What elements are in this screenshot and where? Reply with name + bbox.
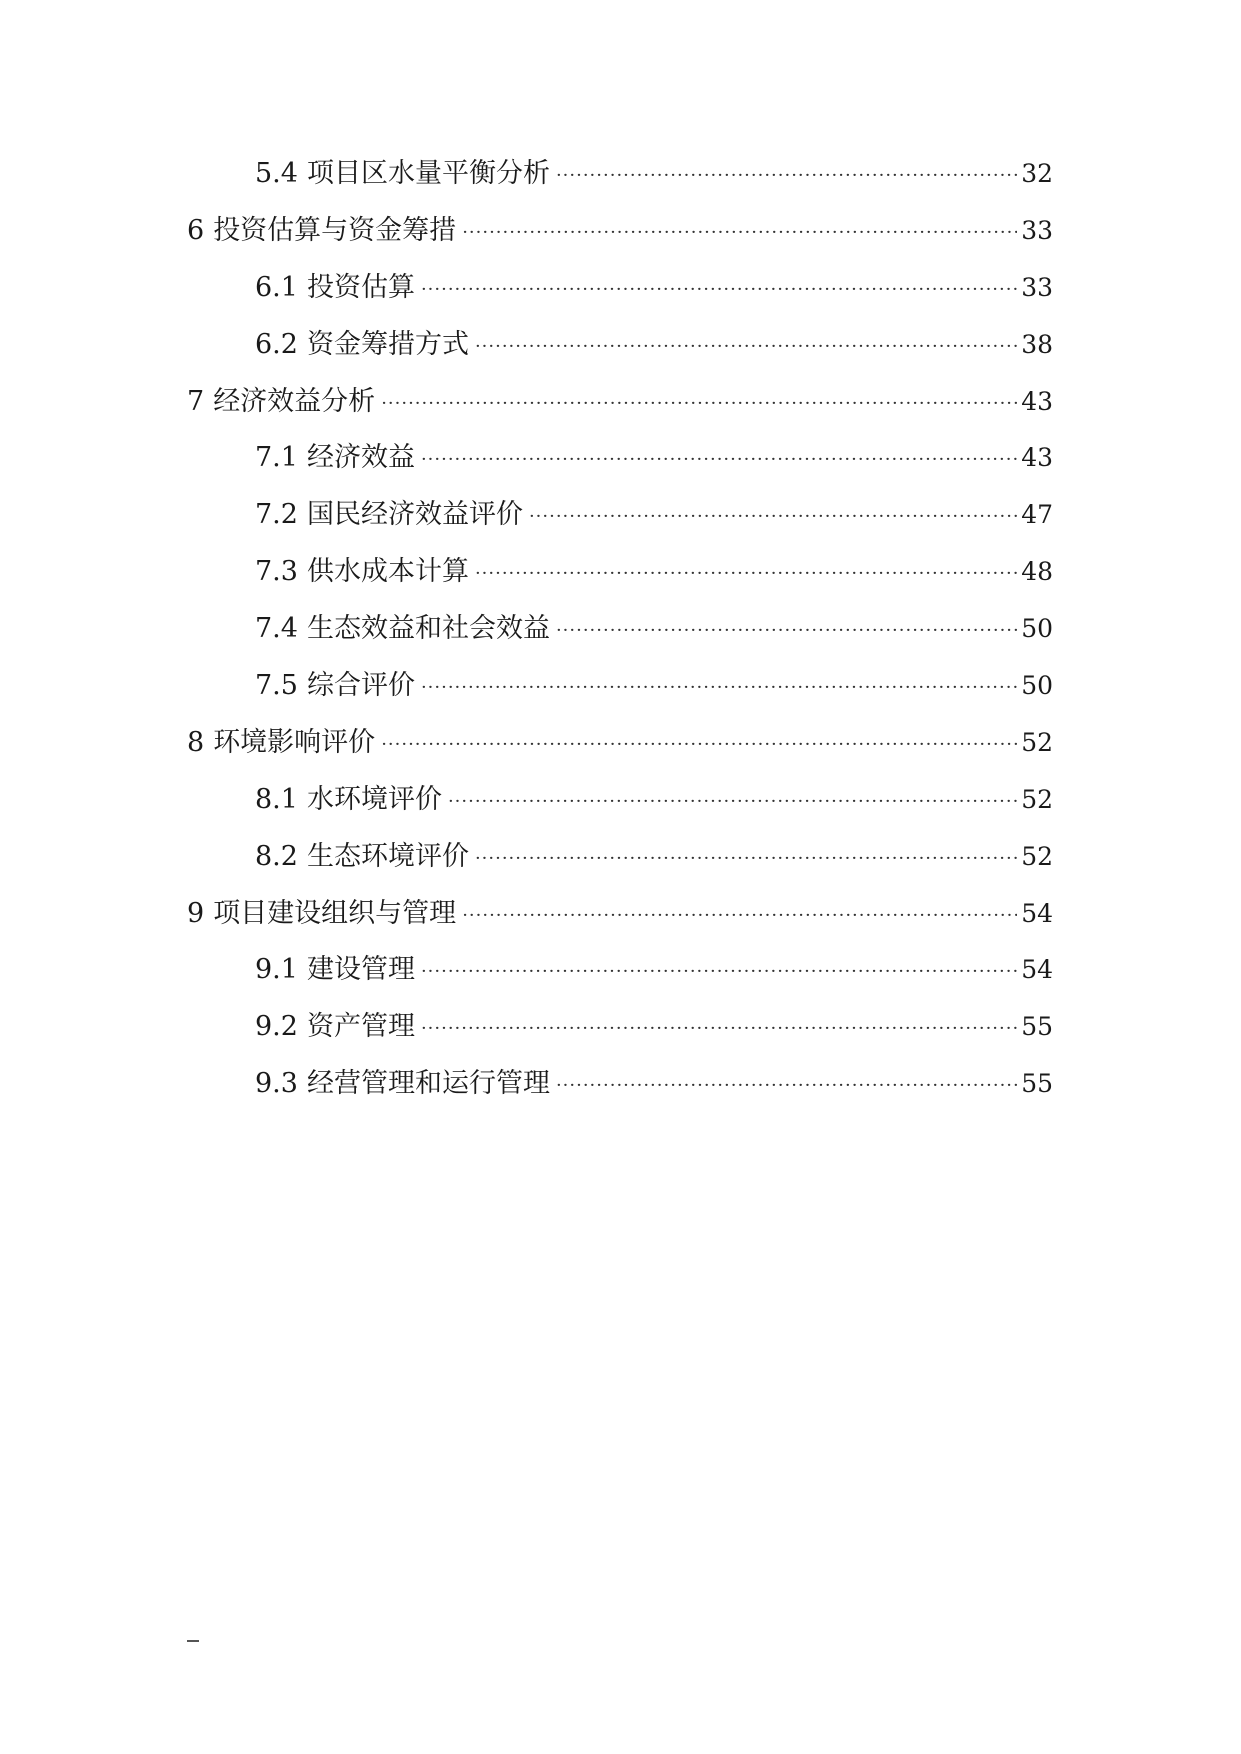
toc-entry-title: 资金筹措方式 xyxy=(306,328,469,360)
toc-entry-title: 经营管理和运行管理 xyxy=(306,1068,550,1100)
toc-entry-label xyxy=(255,260,421,317)
toc-entry-label xyxy=(255,829,475,886)
toc-entry-page: 55 xyxy=(1021,1069,1053,1099)
toc-entry-number: 7 xyxy=(187,385,205,417)
toc-entry-number: 6.2 xyxy=(255,328,298,360)
toc-entry-page: 52 xyxy=(1021,784,1053,814)
toc-entry-label xyxy=(255,772,448,829)
toc-entry-number: 9 xyxy=(187,897,205,929)
toc-entry-9[interactable] xyxy=(187,886,1053,943)
toc-entry-page: 47 xyxy=(1021,500,1053,530)
toc-entry-8-1[interactable] xyxy=(187,772,1053,829)
toc-entry-6-1[interactable] xyxy=(187,260,1053,317)
toc-entry-title: 项目区水量平衡分析 xyxy=(306,158,550,189)
toc-dot-leader xyxy=(556,603,1017,660)
toc-entry-number: 6 xyxy=(187,214,205,246)
toc-entry-title: 经济效益分析 xyxy=(213,385,376,417)
toc-entry-number: 5.4 xyxy=(255,158,298,189)
toc-entry-title: 投资估算与资金筹措 xyxy=(213,214,457,246)
toc-entry-label xyxy=(187,203,462,260)
toc-dot-leader xyxy=(381,717,1017,774)
toc-entry-title: 资产管理 xyxy=(306,1011,415,1043)
toc-entry-label xyxy=(187,886,462,943)
toc-entry-title: 经济效益 xyxy=(306,442,415,474)
toc-entry-label xyxy=(255,999,421,1056)
toc-entry-page: 55 xyxy=(1021,1012,1053,1042)
toc-dot-leader xyxy=(421,660,1017,717)
toc-entry-number: 7.3 xyxy=(255,556,298,588)
toc-dot-leader xyxy=(475,546,1017,603)
toc-entry-number: 7.4 xyxy=(255,613,298,645)
toc-entry-7[interactable] xyxy=(187,374,1053,431)
toc-entry-title: 水环境评价 xyxy=(306,783,442,815)
toc-dot-leader xyxy=(448,774,1017,831)
toc-entry-number: 6.1 xyxy=(255,271,298,303)
toc-dot-leader xyxy=(462,205,1017,262)
toc-entry-number: 8 xyxy=(187,726,205,758)
toc-entry-page: 43 xyxy=(1021,386,1053,416)
toc-dot-leader xyxy=(381,376,1017,433)
toc-dot-leader xyxy=(421,262,1017,319)
toc-entry-number: 7.2 xyxy=(255,499,298,531)
toc-entry-number: 7.5 xyxy=(255,670,298,702)
toc-entry-page: 32 xyxy=(1021,159,1053,188)
toc-entry-label xyxy=(187,374,381,431)
toc-entry-page: 54 xyxy=(1021,955,1053,985)
footer-dash-mark xyxy=(187,1640,199,1642)
toc-entry-title: 环境影响评价 xyxy=(213,726,376,758)
toc-dot-leader xyxy=(556,148,1017,205)
toc-entry-page: 33 xyxy=(1021,215,1053,245)
toc-entry-label xyxy=(255,1056,556,1113)
toc-entry-number: 9.1 xyxy=(255,954,298,986)
table-of-contents xyxy=(187,146,1053,1113)
toc-entry-page: 33 xyxy=(1021,272,1053,302)
toc-entry-6[interactable] xyxy=(187,203,1053,260)
toc-entry-label xyxy=(255,544,475,601)
toc-entry-number: 9.3 xyxy=(255,1068,298,1100)
toc-entry-number: 9.2 xyxy=(255,1011,298,1043)
toc-entry-label xyxy=(255,430,421,487)
toc-entry-6-2[interactable] xyxy=(187,317,1053,374)
toc-entry-title: 供水成本计算 xyxy=(306,556,469,588)
toc-entry-title: 投资估算 xyxy=(306,271,415,303)
toc-entry-title: 项目建设组织与管理 xyxy=(213,897,457,929)
toc-dot-leader xyxy=(475,319,1017,376)
toc-dot-leader xyxy=(556,1058,1017,1115)
toc-dot-leader xyxy=(529,489,1017,546)
toc-entry-7-4[interactable] xyxy=(187,601,1053,658)
toc-entry-label xyxy=(255,658,421,715)
toc-entry-page: 48 xyxy=(1021,557,1053,587)
toc-entry-title: 建设管理 xyxy=(306,954,415,986)
toc-entry-title: 国民经济效益评价 xyxy=(306,499,523,531)
toc-entry-title: 综合评价 xyxy=(306,670,415,702)
toc-dot-leader xyxy=(421,432,1017,489)
toc-entry-page: 50 xyxy=(1021,671,1053,701)
toc-entry-9-1[interactable] xyxy=(187,942,1053,999)
toc-entry-page: 38 xyxy=(1021,329,1053,359)
toc-entry-9-3[interactable] xyxy=(187,1056,1053,1113)
toc-entry-9-2[interactable] xyxy=(187,999,1053,1056)
toc-entry-title: 生态效益和社会效益 xyxy=(306,613,550,645)
toc-entry-page: 43 xyxy=(1021,443,1053,473)
toc-entry-label xyxy=(255,942,421,999)
toc-entry-page: 50 xyxy=(1021,614,1053,644)
toc-entry-7-5[interactable] xyxy=(187,658,1053,715)
toc-entry-7-3[interactable] xyxy=(187,544,1053,601)
toc-entry-number: 8.1 xyxy=(255,783,298,815)
toc-dot-leader xyxy=(462,888,1017,945)
toc-entry-label xyxy=(255,601,556,658)
toc-entry-7-1[interactable] xyxy=(187,430,1053,487)
toc-entry-number: 7.1 xyxy=(255,442,298,474)
toc-entry-title: 生态环境评价 xyxy=(306,840,469,872)
toc-entry-7-2[interactable] xyxy=(187,487,1053,544)
toc-entry-8-2[interactable] xyxy=(187,829,1053,886)
toc-dot-leader xyxy=(421,1001,1017,1058)
toc-entry-page: 52 xyxy=(1021,727,1053,757)
toc-dot-leader xyxy=(421,944,1017,1001)
toc-entry-label xyxy=(255,146,556,203)
toc-entry-page: 54 xyxy=(1021,898,1053,928)
toc-entry-label xyxy=(255,487,529,544)
toc-entry-8[interactable] xyxy=(187,715,1053,772)
toc-entry-5-4[interactable] xyxy=(187,146,1053,203)
toc-entry-label xyxy=(187,715,381,772)
toc-entry-page: 52 xyxy=(1021,841,1053,871)
toc-dot-leader xyxy=(475,831,1017,888)
toc-entry-label xyxy=(255,317,475,374)
toc-entry-number: 8.2 xyxy=(255,840,298,872)
